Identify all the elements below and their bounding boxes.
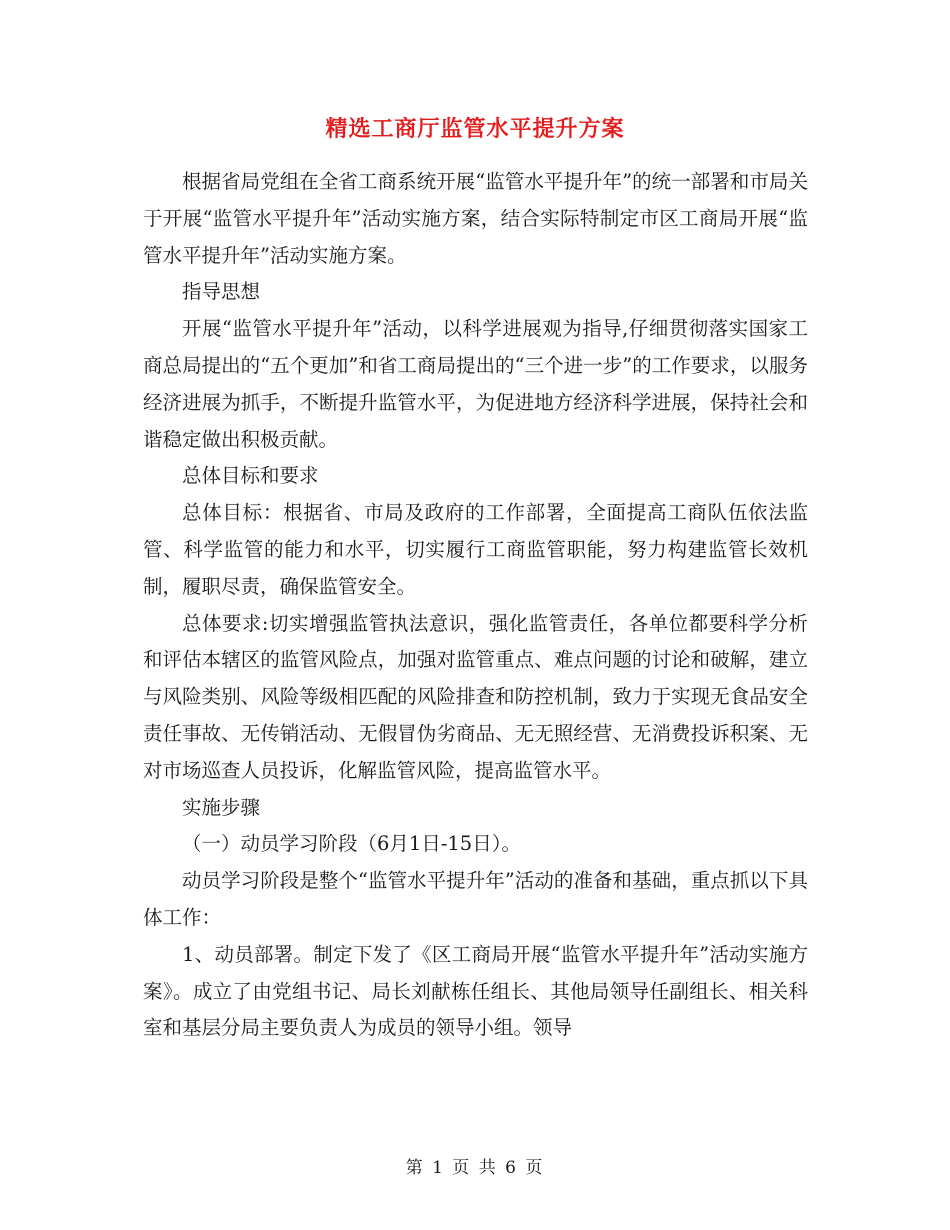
stage-heading-mobilization: （一）动员学习阶段（6月1日-15日）。 — [182, 832, 521, 856]
document-body — [143, 164, 808, 1047]
mobilization-deployment-paragraph: 1、动员部署。制定下发了《区工商局开展“监管水平提升年”活动实施方案》。成立了由党组书记、局长刘献栋任组长、其他局领导任副组长、相关科室和基层分局主要负责人为成员的领导小组。领导 — [143, 942, 808, 1040]
section-heading-goals-requirements: 总体目标和要求 — [182, 464, 319, 488]
mobilization-stage-paragraph: 动员学习阶段是整个“监管水平提升年”活动的准备和基础，重点抓以下具体工作： — [143, 869, 808, 929]
overall-requirement-paragraph: 总体要求:切实增强监管执法意识，强化监管责任，各单位都要科学分析和评估本辖区的监管风险点，加强对监管重点、难点问题的讨论和破解，建立与风险类别、风险等级相匹配的风险排查和防控机制，致力于实现无食品安全责任事故、无传销活动、无假冒伪劣商品、无无照经营、无消费投诉积案、无对市场巡查人员投诉，化解监管风险，提高监管水平。 — [143, 611, 808, 782]
document-title: 精选工商厅监管水平提升方案 — [325, 116, 625, 142]
guiding-ideology-paragraph: 开展“监管水平提升年”活动，以科学进展观为指导,仔细贯彻落实国家工商总局提出的“五个更加”和省工商局提出的“三个进一步”的工作要求，以服务经济进展为抓手，不断提升监管水平，为促进地方经济科学进展，保持社会和谐稳定做出积极贡献。 — [143, 317, 808, 451]
section-heading-implementation-steps: 实施步骤 — [182, 795, 261, 819]
section-heading-guiding-ideology: 指导思想 — [182, 280, 261, 304]
page-number-footer: 第 1 页 共 6 页 — [405, 1158, 545, 1178]
intro-paragraph: 根据省局党组在全省工商系统开展“监管水平提升年”的统一部署和市局关于开展“监管水平提升年”活动实施方案，结合实际特制定市区工商局开展“监管水平提升年”活动实施方案。 — [143, 170, 808, 267]
overall-goal-paragraph: 总体目标：根据省、市局及政府的工作部署，全面提高工商队伍依法监管、科学监管的能力和水平，切实履行工商监管职能，努力构建监管长效机制，履职尽责，确保监管安全。 — [143, 501, 808, 598]
